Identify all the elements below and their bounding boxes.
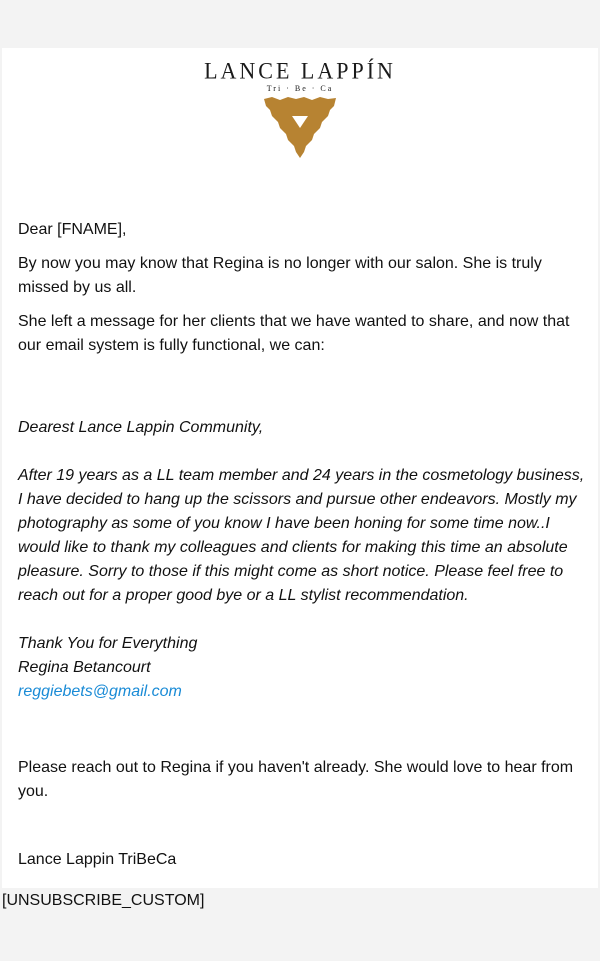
brand-name: LANCE LAPPÍN (204, 57, 396, 84)
letter-body: After 19 years as a LL team member and 24 years in the cosmetology business, I have decided to hang up the scissors and pursue other endeavors. Mostly my photography as some of you know I have been honing for some time now..I would like to thank my colleagues and clients for making this time an absolute pleasure. Sorry to those if this might come as short notice. Please feel free to reach out for a proper good bye or a LL stylist recommendation. (18, 467, 585, 604)
triangle-emblem-icon (262, 96, 338, 160)
letter-salutation: Dearest Lance Lappin Community, (18, 419, 264, 436)
letter-closing: Thank You for Everything (18, 635, 198, 652)
share-paragraph: She left a message for her clients that we have wanted to share, and now that our email system is fully functional, we can: (18, 313, 570, 354)
greeting: Dear [FNAME], (18, 221, 127, 238)
email-body (18, 218, 588, 872)
reach-out-paragraph: Please reach out to Regina if you haven't already. She would love to hear from you. (18, 759, 574, 800)
unsubscribe-placeholder: [UNSUBSCRIBE_CUSTOM] (2, 892, 205, 909)
letter-signature: Regina Betancourt (18, 659, 151, 676)
email-card (2, 48, 598, 888)
brand-subtitle: Tri · Be · Ca (266, 84, 334, 93)
logo (2, 58, 598, 160)
sign-off: Lance Lappin TriBeCa (18, 851, 177, 868)
quoted-letter (18, 416, 588, 704)
email-link[interactable]: reggiebets@gmail.com (18, 683, 182, 700)
intro-paragraph: By now you may know that Regina is no longer with our salon. She is truly missed by us all. (18, 255, 542, 296)
